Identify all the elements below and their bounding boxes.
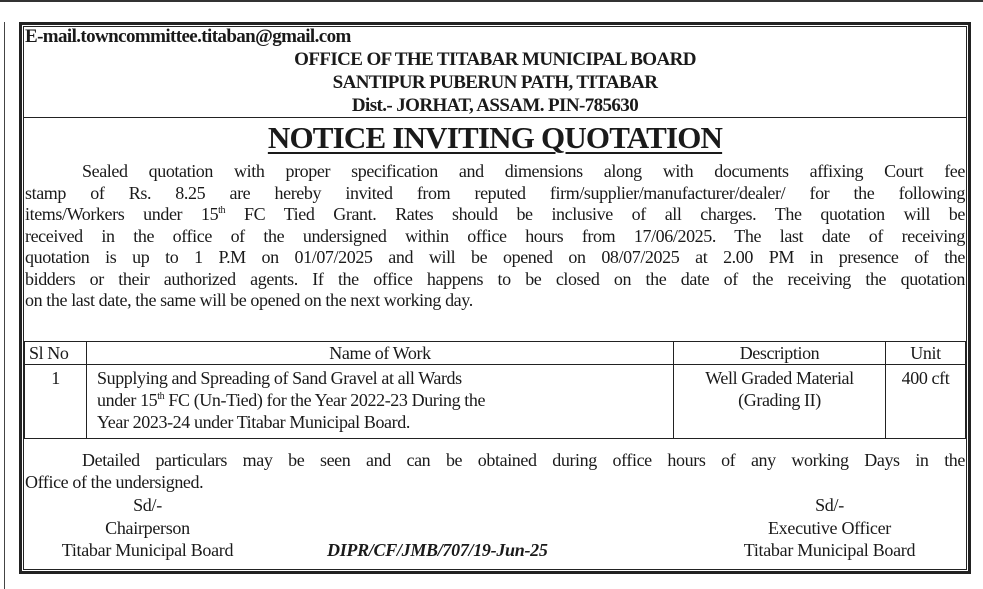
footer-line: Detailed particulars may be seen and can be obtained during office hours of any working Days in the (82, 450, 965, 470)
cell-description: Well Graded Material (Grading II) (674, 365, 886, 439)
intro-line: items/Workers under 15th FC Tied Grant. Rates should be inclusive of all charges. The quotation will be (25, 204, 965, 224)
footer-paragraph (25, 450, 965, 493)
col-name-of-work: Name of Work (87, 342, 674, 365)
email-address: E-mail.towncommittee.titaban@gmail.com (25, 26, 351, 47)
col-description: Description (674, 342, 886, 365)
intro-line: bidders or their authorized agents. If the office happens to be closed on the date of the receiving the quotation (25, 268, 965, 289)
intro-line: Sealed quotation with proper specification and dimensions along with documents affixing Court fee (82, 161, 965, 181)
intro-paragraph (25, 161, 965, 312)
intro-line: received in the office of the undersigned within office hours from 17/06/2025. The last date of receiving (25, 225, 965, 246)
col-unit: Unit (886, 342, 966, 365)
cell-unit: 400 cft (886, 365, 966, 439)
dipr-reference: DIPR/CF/JMB/707/19-Jun-25 (327, 540, 548, 560)
footer-line: Office of the undersigned. (25, 471, 204, 492)
office-address: SANTIPUR PUBERUN PATH, TITABAR (332, 72, 658, 93)
intro-line: quotation is up to 1 P.M on 01/07/2025 and will be opened on 08/07/2025 at 2.00 PM in presence of the (25, 247, 965, 267)
table-header-row (25, 342, 966, 365)
chairperson-signature: Sd/- Chairperson Titabar Municipal Board (61, 495, 234, 560)
top-divider (0, 0, 983, 2)
intro-line: stamp of Rs. 8.25 are hereby invited from reputed firm/supplier/manufacturer/dealer/ for the following (25, 182, 965, 203)
header-rule (24, 117, 966, 118)
notice-title: NOTICE INVITING QUOTATION (267, 120, 723, 155)
cell-sl-no: 1 (25, 365, 87, 439)
col-sl-no: Sl No (25, 342, 87, 365)
cell-work: Supplying and Spreading of Sand Gravel at all Wards under 15th FC (Un-Tied) for the Year 2022-23 During the Year 2023-24 under Titabar Municipal Board. (87, 365, 674, 439)
office-district: Dist.- JORHAT, ASSAM. PIN-785630 (351, 95, 639, 116)
office-name: OFFICE OF THE TITABAR MUNICIPAL BOARD (294, 49, 696, 70)
left-divider (4, 22, 5, 589)
executive-officer-signature: Sd/- Executive Officer Titabar Municipal Board (743, 495, 916, 560)
table-row (25, 365, 966, 439)
works-table (24, 341, 966, 439)
intro-line: on the last date, the same will be opened on the next working day. (25, 290, 473, 310)
